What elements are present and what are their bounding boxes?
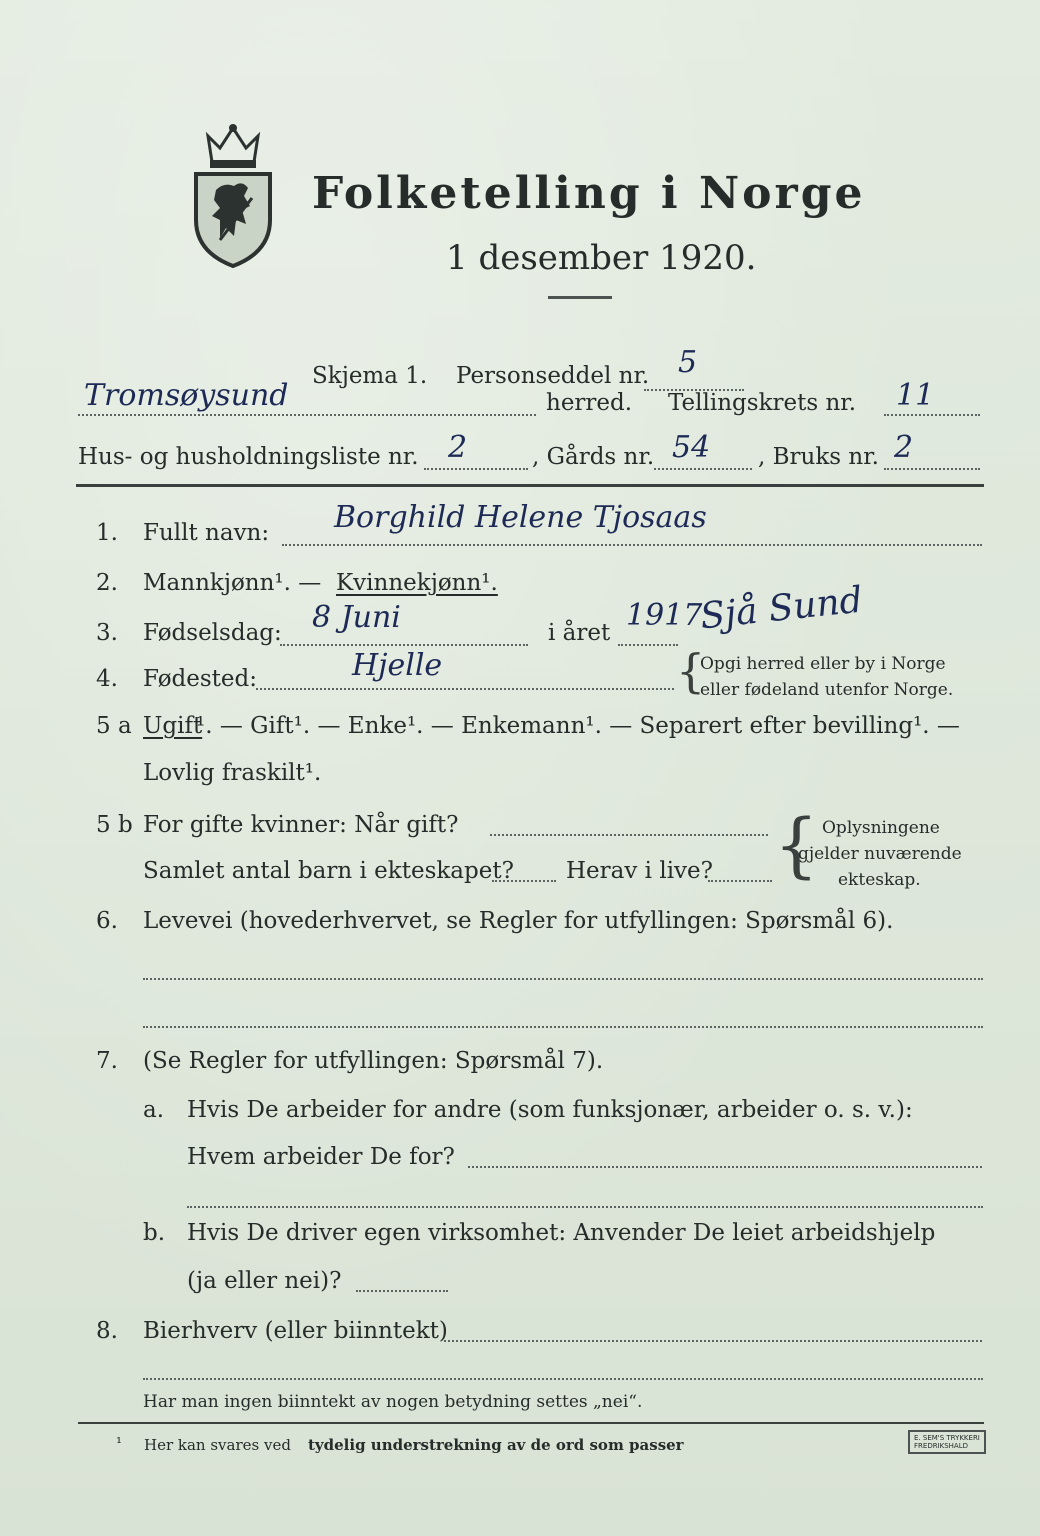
- q5b-children-label: Samlet antal barn i ekteskapet?: [143, 858, 514, 884]
- birth-year-value: 1917: [626, 598, 703, 633]
- census-date: 1 desember 1920.: [446, 238, 757, 278]
- q5a-ugift-option[interactable]: Ugift: [143, 713, 203, 739]
- employer-field-line2[interactable]: [187, 1206, 983, 1208]
- birth-year-field[interactable]: [618, 644, 678, 646]
- q8-label: Bierhverv (eller biinntekt): [143, 1318, 448, 1344]
- gards-field[interactable]: [654, 468, 752, 470]
- q4-brace: {: [676, 644, 706, 698]
- q5a-other-options[interactable]: ¹. — Gift¹. — Enke¹. — Enkemann¹. — Separert efter bevilling¹. —: [196, 713, 960, 739]
- tellingskrets-label: Tellingskrets nr.: [668, 390, 857, 416]
- q7-number: 7.: [96, 1048, 118, 1074]
- q8-number: 8.: [96, 1318, 118, 1344]
- q7b-letter: b.: [143, 1220, 166, 1246]
- q2-female-option[interactable]: Kvinnekjønn¹.: [336, 570, 498, 596]
- q3-year-label: i året: [548, 620, 611, 646]
- q5b-brace: {: [774, 804, 819, 886]
- footnote-text-a: Her kan svares ved: [144, 1436, 291, 1454]
- side-annotation: Sjå Sund: [698, 579, 865, 638]
- printer-stamp-line1: E. SEM'S TRYKKERI: [914, 1434, 980, 1442]
- section-divider: [76, 484, 984, 487]
- side-income-field-line1[interactable]: [444, 1340, 982, 1342]
- husholdning-value: 2: [448, 430, 468, 465]
- q1-number: 1.: [96, 520, 118, 546]
- married-when-field[interactable]: [490, 834, 768, 836]
- herred-field[interactable]: [78, 414, 536, 416]
- birthday-field[interactable]: [280, 644, 528, 646]
- q7a-employer-label: Hvem arbeider De for?: [187, 1144, 455, 1170]
- q5a-fraskilt-option[interactable]: Lovlig fraskilt¹.: [143, 760, 322, 786]
- occupation-field-line2[interactable]: [143, 1026, 983, 1028]
- q5b-note-line2: gjelder nuværende: [798, 844, 962, 864]
- tellingskrets-value: 11: [896, 378, 935, 413]
- q5b-note-line3: ekteskap.: [838, 870, 921, 890]
- q7b-yes-no-label: (ja eller nei)?: [187, 1268, 342, 1294]
- q4-note-line2: eller fødeland utenfor Norge.: [700, 680, 954, 700]
- full-name-value: Borghild Helene Tjosaas: [334, 500, 707, 535]
- q4-number: 4.: [96, 666, 118, 692]
- husholdning-label: Hus- og husholdningsliste nr.: [78, 444, 419, 470]
- footer-divider: [78, 1422, 984, 1424]
- q3-label: Fødselsdag:: [143, 620, 282, 646]
- gards-value: 54: [672, 430, 711, 465]
- q5b-married-when-label: For gifte kvinner: Når gift?: [143, 812, 459, 838]
- birthplace-field[interactable]: [256, 688, 674, 690]
- hired-help-field[interactable]: [356, 1290, 448, 1292]
- q2-male-option[interactable]: Mannkjønn¹. —: [143, 570, 322, 596]
- printer-stamp-line2: FREDRIKSHALD: [914, 1442, 969, 1450]
- q4-label: Fødested:: [143, 666, 258, 692]
- birthday-value: 8 Juni: [312, 600, 401, 635]
- q5b-number: 5 b: [96, 812, 133, 838]
- occupation-field-line1[interactable]: [143, 978, 983, 980]
- q3-number: 3.: [96, 620, 118, 646]
- bruks-label: , Bruks nr.: [758, 444, 879, 470]
- footnote-mark: ¹: [116, 1434, 123, 1452]
- gards-label: , Gårds nr.: [532, 444, 655, 470]
- q5b-alive-label: Herav i live?: [566, 858, 713, 884]
- form-title: Folketelling i Norge: [312, 168, 866, 219]
- birthplace-value: Hjelle: [352, 648, 443, 683]
- tellingskrets-field[interactable]: [884, 414, 980, 416]
- husholdning-field[interactable]: [424, 468, 528, 470]
- q5b-note-line1: Oplysningene: [822, 818, 940, 838]
- children-alive-field[interactable]: [708, 880, 772, 882]
- footnote-text-b: tydelig understrekning av de ord som passer: [308, 1436, 684, 1454]
- q7a-letter: a.: [143, 1097, 165, 1123]
- q6-number: 6.: [96, 908, 118, 934]
- skjema-label: Skjema 1.: [312, 363, 428, 389]
- q4-note-line1: Opgi herred eller by i Norge: [700, 654, 946, 674]
- herred-label: herred.: [546, 390, 633, 416]
- q5a-number: 5 a: [96, 713, 132, 739]
- printer-stamp: [908, 1430, 986, 1454]
- bruks-value: 2: [894, 430, 914, 465]
- q1-label: Fullt navn:: [143, 520, 270, 546]
- q7-label: (Se Regler for utfyllingen: Spørsmål 7).: [143, 1048, 604, 1074]
- full-name-field[interactable]: [282, 544, 982, 546]
- personseddel-value: 5: [678, 345, 698, 380]
- bruks-field[interactable]: [884, 468, 980, 470]
- children-count-field[interactable]: [492, 880, 556, 882]
- title-divider: [548, 296, 612, 299]
- q7a-label: Hvis De arbeider for andre (som funksjonær, arbeider o. s. v.):: [187, 1097, 913, 1123]
- employer-field-line1[interactable]: [468, 1166, 982, 1168]
- norwegian-coat-of-arms-icon: [190, 120, 276, 270]
- q2-number: 2.: [96, 570, 118, 596]
- q6-label: Levevei (hovederhvervet, se Regler for utfyllingen: Spørsmål 6).: [143, 908, 894, 934]
- no-income-note: Har man ingen biinntekt av nogen betydning settes „nei“.: [143, 1392, 643, 1412]
- personseddel-label: Personseddel nr.: [456, 363, 650, 389]
- herred-value: Tromsøysund: [84, 378, 289, 413]
- side-income-field-line2[interactable]: [143, 1378, 983, 1380]
- q7b-label: Hvis De driver egen virksomhet: Anvender De leiet arbeidshjelp: [187, 1220, 936, 1246]
